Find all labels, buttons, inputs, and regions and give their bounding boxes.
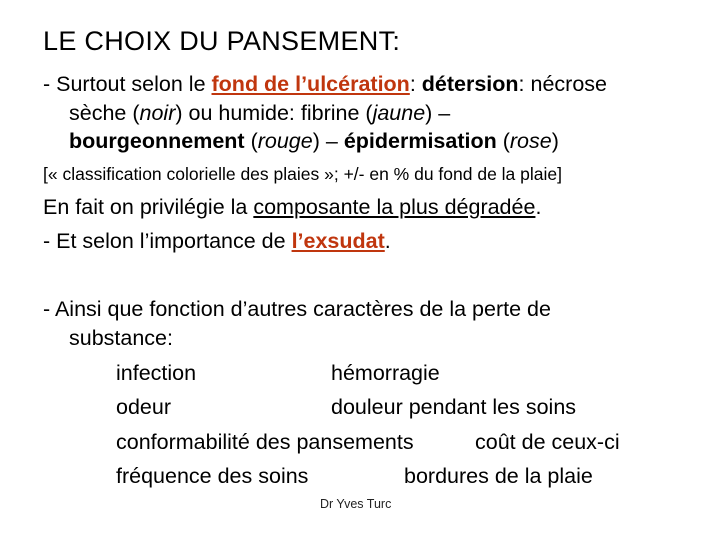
para1-l2-b: ) ou humide: fibrine ( [175,101,373,125]
para1-prefix: - Surtout selon le [43,72,212,96]
para1-l3-a: ( [244,129,258,153]
author-footer: Dr Yves Turc [320,497,392,511]
factor-left: fréquence des soins [116,464,309,488]
para1-line1 [43,72,607,97]
slide-title: LE CHOIX DU PANSEMENT: [43,26,401,56]
detersion-term: détersion [421,72,519,96]
para1-line3 [69,129,559,154]
para1-colon: : [409,72,422,96]
factor-left: infection [116,361,197,385]
para1-line2 [69,101,450,126]
color-rouge: rouge [257,129,313,153]
exsudat-line [43,229,391,254]
bourgeonnement-term: bourgeonnement [69,129,245,153]
ainsi-line1: - Ainsi que fonction d’autres caractères de la perte de [43,297,551,321]
factor-left: conformabilité des pansements [116,430,414,454]
color-jaune: jaune [372,101,426,125]
para1-rest: : nécrose [518,72,607,96]
color-noir: noir [139,101,176,125]
factor-right: hémorragie [331,361,440,385]
ainsi-line2: substance: [69,326,173,350]
composante-underlined: composante la plus dégradée [253,195,536,219]
ulcer-bed-highlight: fond de l’ulcération [211,72,410,96]
para1-l2-a: sèche ( [69,101,140,125]
factor-right: bordures de la plaie [404,464,593,488]
en-fait-suffix: . [535,195,542,219]
en-fait-line [43,195,541,220]
epidermisation-term: épidermisation [343,129,497,153]
para1-l3-c: ( [496,129,510,153]
exsudat-highlight: l’exsudat [291,229,385,253]
en-fait-prefix: En fait on privilégie la [43,195,254,219]
factor-right: douleur pendant les soins [331,395,577,419]
exsudat-prefix: - Et selon l’importance de [43,229,292,253]
para1-l3-d: ) [551,129,559,153]
para1-l2-c: ) – [425,101,451,125]
factor-left: odeur [116,395,171,419]
factor-right: coût de ceux-ci [475,430,620,454]
bracket-note: [« classification colorielle des plaies »; +/- en % du fond de la plaie] [43,164,562,184]
para1-l3-b: ) – [312,129,344,153]
color-rose: rose [509,129,552,153]
exsudat-suffix: . [384,229,391,253]
